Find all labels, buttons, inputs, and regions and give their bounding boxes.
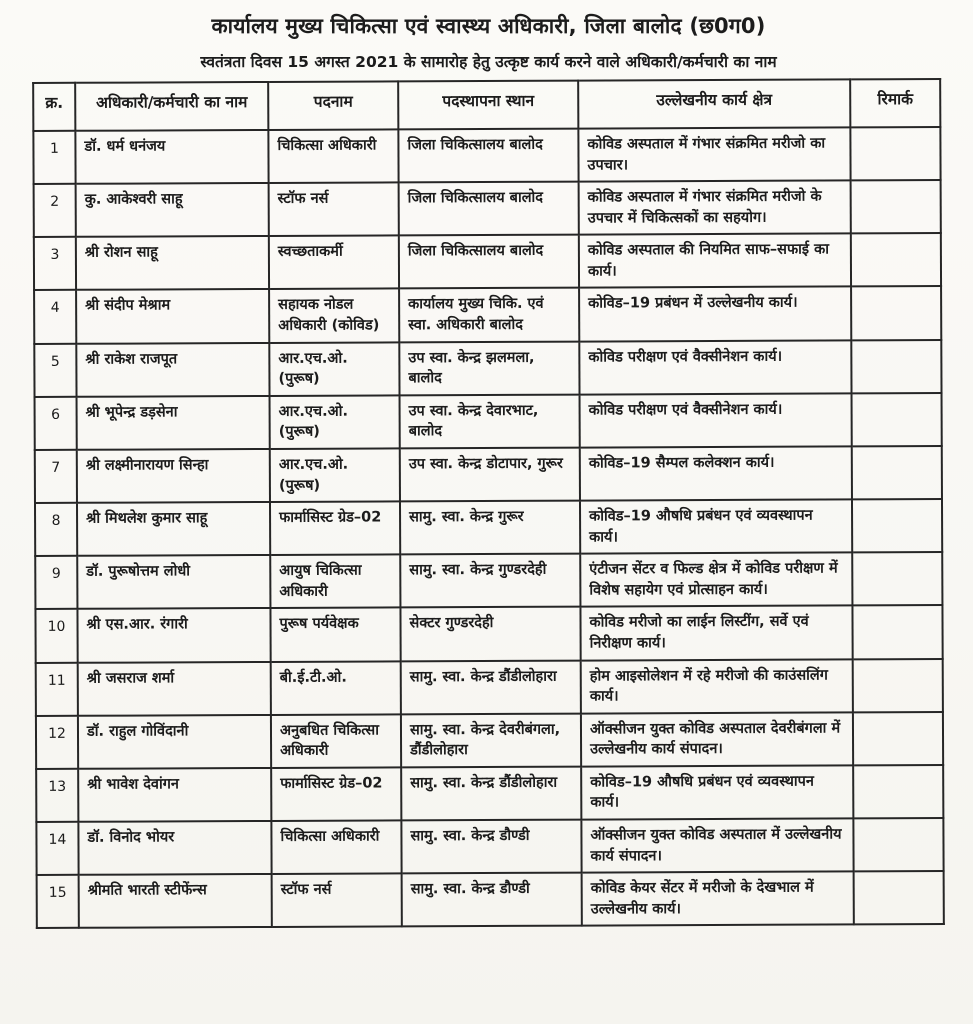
designation-cell: चिकित्सा अधिकारी <box>271 820 401 874</box>
name-cell: डॉ. धर्म धनंजय <box>75 130 268 184</box>
work-cell: होम आइसोलेशन में रहे मरीजो की काउंसलिंग कार्य। <box>581 659 853 713</box>
work-cell: कोविड अस्पताल में गंभार संक्रमित मरीजो के उपचार में चिकित्सकों का सहयोग। <box>579 181 851 235</box>
work-cell: कोविड परीक्षण एवं वैक्सीनेशन कार्य। <box>579 340 851 394</box>
name-cell: श्री भूपेन्द्र डड़सेना <box>77 396 270 450</box>
column-header-remark: रिमार्क <box>850 79 940 127</box>
remark-cell <box>853 818 943 872</box>
work-cell: एंटीजन सेंटर व फिल्ड क्षेत्र में कोविड परीक्षण में विशेष सहायेग एवं प्रोत्साहन कार्य। <box>580 553 852 607</box>
work-cell: कोविड मरीजो का लाईन लिस्टींग, सर्वे एवं निरीक्षण कार्य। <box>580 606 852 660</box>
remark-cell <box>851 180 941 234</box>
remark-cell <box>850 127 940 181</box>
sno-cell: 9 <box>35 556 77 609</box>
table-row <box>34 340 941 397</box>
table-body <box>33 127 943 928</box>
officers-table <box>32 78 945 929</box>
remark-cell <box>853 765 943 819</box>
name-cell: श्री भावेश देवांगन <box>78 768 271 822</box>
table-row <box>35 499 942 556</box>
table-row <box>36 818 943 875</box>
work-cell: कोविड अस्पताल में गंभार संक्रमित मरीजो का उपचार। <box>578 127 850 181</box>
work-cell: ऑक्सीजन युक्त कोविड अस्पताल में उल्लेखनीय कार्य संपादन। <box>581 818 853 872</box>
designation-cell: आयुष चिकित्सा अधिकारी <box>270 555 400 609</box>
remark-cell <box>854 871 944 925</box>
column-header-designation: पदनाम <box>268 81 398 130</box>
remark-cell <box>852 605 942 659</box>
posting-cell: कार्यालय मुख्य चिकि. एवं स्वा. अधिकारी बालोद <box>399 288 579 342</box>
posting-cell: सामु. स्वा. केन्द्र गुरूर <box>400 501 580 555</box>
sno-cell: 13 <box>36 769 78 822</box>
table-row <box>36 659 943 716</box>
posting-cell: सामु. स्वा. केन्द्र डौण्डी <box>402 873 582 927</box>
sno-cell: 10 <box>35 609 77 662</box>
designation-cell: बी.ई.टी.ओ. <box>271 661 401 715</box>
name-cell: डॉ. राहुल गोविंदानी <box>78 715 271 769</box>
remark-cell <box>853 659 943 713</box>
designation-cell: चिकित्सा अधिकारी <box>268 129 398 183</box>
work-cell: कोविड–19 प्रबंधन में उल्लेखनीय कार्य। <box>579 287 851 341</box>
column-header-work: उल्लेखनीय कार्य क्षेत्र <box>578 79 850 128</box>
name-cell: कु. आकेश्वरी साहू <box>76 183 269 237</box>
remark-cell <box>852 499 942 553</box>
table-row <box>34 233 941 290</box>
table-row <box>36 712 943 769</box>
work-cell: कोविड–19 औषधि प्रबंधन एवं व्यवस्थापन कार्य। <box>580 500 852 554</box>
posting-cell: उप स्वा. केन्द्र झलमला, बालोद <box>399 341 579 395</box>
designation-cell: फार्मासिस्ट ग्रेड–02 <box>271 767 401 821</box>
work-cell: ऑक्सीजन युक्त कोविड अस्पताल देवरीबंगला में उल्लेखनीय कार्य संपादन। <box>581 712 853 766</box>
designation-cell: आर.एच.ओ. (पुरूष) <box>270 395 400 449</box>
designation-cell: आर.एच.ओ. (पुरूष) <box>270 448 400 502</box>
designation-cell: पुरूष पर्यवेक्षक <box>270 608 400 662</box>
remark-cell <box>851 340 941 394</box>
designation-cell: सहायक नोडल अधिकारी (कोविड) <box>269 289 399 343</box>
name-cell: श्री मिथलेश कुमार साहू <box>77 502 270 556</box>
sno-cell: 5 <box>34 343 76 396</box>
table-row <box>35 446 942 503</box>
page-subtitle: स्वतंत्रता दिवस 15 अगस्त 2021 के सामारोह हेतु उत्कृष्ट कार्य करने वाले अधिकारी/कर्मचारी का नाम <box>200 53 777 71</box>
name-cell: श्री जसराज शर्मा <box>78 662 271 716</box>
posting-cell: सामु. स्वा. केन्द्र डौंडीलोहारा <box>401 660 581 714</box>
posting-cell: उप स्वा. केन्द्र डोटापार, गुरूर <box>400 448 580 502</box>
posting-cell: उप स्वा. केन्द्र देवारभाट, बालोद <box>400 394 580 448</box>
work-cell: कोविड–19 सैम्पल कलेक्शन कार्य। <box>580 446 852 500</box>
name-cell: श्री एस.आर. रंगारी <box>77 608 270 662</box>
posting-cell: सामु. स्वा. केन्द्र डौण्डी <box>401 820 581 874</box>
column-header-posting: पदस्थापना स्थान <box>398 81 578 130</box>
posting-cell: सेक्टर गुण्डरदेही <box>400 607 580 661</box>
header-row <box>33 79 940 131</box>
sno-cell: 1 <box>33 131 75 184</box>
sno-cell: 8 <box>35 503 77 556</box>
table-row <box>33 127 940 184</box>
remark-cell <box>851 233 941 287</box>
page-title: कार्यालय मुख्य चिकित्सा एवं स्वास्थ्य अधिकारी, जिला बालोद (छ0ग0) <box>211 14 766 38</box>
designation-cell: स्टॉफ नर्स <box>272 874 402 928</box>
remark-cell <box>852 446 942 500</box>
sno-cell: 12 <box>36 716 78 769</box>
table-row <box>35 393 942 450</box>
designation-cell: आर.एच.ओ. (पुरूष) <box>269 342 399 396</box>
designation-cell: अनुबधित चिकित्सा अधिकारी <box>271 714 401 768</box>
table-row <box>34 180 941 237</box>
name-cell: श्री संदीप मेश्राम <box>76 289 269 343</box>
posting-cell: सामु. स्वा. केन्द्र गुण्डरदेही <box>400 554 580 608</box>
sno-cell: 11 <box>36 662 78 715</box>
sno-cell: 14 <box>36 822 78 875</box>
name-cell: डॉ. पुरूषोत्तम लोधी <box>77 555 270 609</box>
name-cell: डॉ. विनोद भोयर <box>78 821 271 875</box>
sno-cell: 3 <box>34 237 76 290</box>
work-cell: कोविड–19 औषधि प्रबंधन एवं व्यवस्थापन कार्य। <box>581 765 853 819</box>
work-cell: कोविड परीक्षण एवं वैक्सीनेशन कार्य। <box>580 393 852 447</box>
column-header-name: अधिकारी/कर्मचारी का नाम <box>75 82 268 131</box>
sno-cell: 6 <box>35 397 77 450</box>
sno-cell: 15 <box>37 875 79 928</box>
remark-cell <box>852 552 942 606</box>
table-row <box>35 552 942 609</box>
designation-cell: स्टॉफ नर्स <box>269 183 399 237</box>
table-row <box>35 605 942 662</box>
table-header <box>33 79 940 131</box>
name-cell: श्री लक्ष्मीनारायण सिन्हा <box>77 449 270 503</box>
work-cell: कोविड अस्पताल की नियमित साफ–सफाई का कार्य। <box>579 234 851 288</box>
posting-cell: सामु. स्वा. केन्द्र डौंडीलोहारा <box>401 766 581 820</box>
column-header-sno: क्र. <box>33 83 75 131</box>
posting-cell: सामु. स्वा. केन्द्र देवरीबंगला, डौंडीलोहारा <box>401 713 581 767</box>
sno-cell: 7 <box>35 450 77 503</box>
designation-cell: स्वच्छताकर्मी <box>269 236 399 290</box>
table-row <box>34 286 941 343</box>
designation-cell: फार्मासिस्ट ग्रेड–02 <box>270 501 400 555</box>
posting-cell: जिला चिकित्सालय बालोद <box>399 182 579 236</box>
name-cell: श्रीमति भारती स्टीफेंन्स <box>79 874 272 928</box>
remark-cell <box>852 393 942 447</box>
remark-cell <box>853 712 943 766</box>
remark-cell <box>851 286 941 340</box>
name-cell: श्री राकेश राजपूत <box>76 343 269 397</box>
table-row <box>37 871 944 928</box>
name-cell: श्री रोशन साहू <box>76 236 269 290</box>
posting-cell: जिला चिकित्सालय बालोद <box>398 129 578 183</box>
sno-cell: 4 <box>34 290 76 343</box>
posting-cell: जिला चिकित्सालय बालोद <box>399 235 579 289</box>
sno-cell: 2 <box>34 184 76 237</box>
work-cell: कोविड केयर सेंटर में मरीजो के देखभाल में उल्लेखनीय कार्य। <box>582 872 854 926</box>
table-row <box>36 765 943 822</box>
